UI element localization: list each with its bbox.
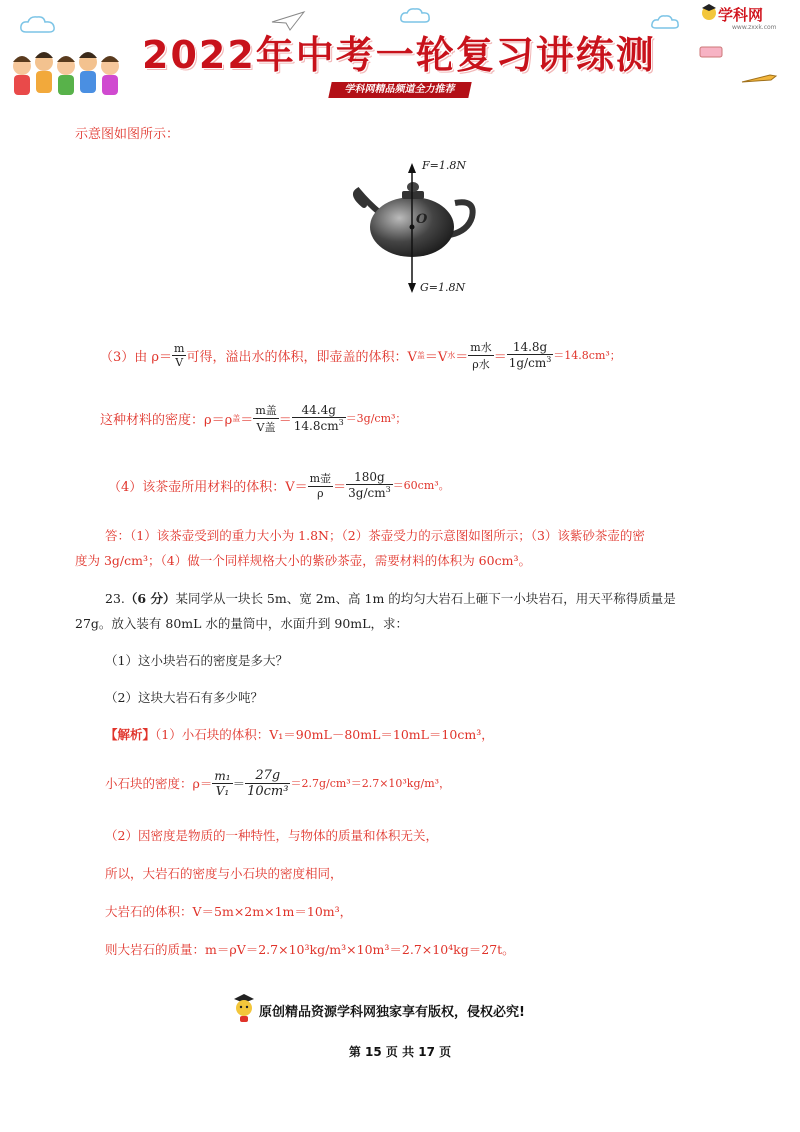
density-result: ＝3g/cm³； — [345, 412, 407, 425]
analysis-density-result: ＝2.7g/cm³＝2.7×10³kg/m³， — [290, 777, 451, 790]
copyright-notice: 原创精品资源学科网独家享有版权，侵权必究! — [259, 1005, 525, 1020]
solution-3-text: 可得，溢出水的体积，即壶盖的体积：V — [186, 349, 417, 365]
pencil-icon — [740, 72, 780, 86]
analysis-density-prefix: 小石块的密度：ρ＝ — [105, 776, 213, 791]
equals: ＝ — [455, 349, 469, 365]
fraction-numerator: 27g — [245, 768, 290, 784]
question-text: 某同学从一块长 5m、宽 2m、高 1m 的均匀大岩石上砸下一小块岩石，用天平称得质量是 — [175, 591, 676, 606]
analysis-tag: 【解析】 — [105, 727, 156, 742]
banner-title: 2022年中考一轮复习讲练测 — [142, 33, 656, 77]
fraction-numerator: 180g — [346, 470, 393, 485]
rock-density-fraction-2 — [245, 768, 290, 799]
subscript: 盖 — [416, 350, 425, 360]
fraction-denominator: V₁ — [215, 783, 230, 798]
center-point-label: O — [416, 212, 428, 227]
analysis-text: （1）小石块的体积：V₁＝90mL－80mL＝10mL＝10cm³， — [155, 727, 494, 742]
fraction-numerator: m — [174, 341, 185, 355]
logo-url: www.zxxk.com — [732, 24, 777, 31]
solution-3-result: ＝14.8cm³； — [553, 349, 621, 362]
density-formula-fraction — [172, 342, 186, 369]
fraction-denominator: V盖 — [256, 420, 276, 434]
superscript: 3 — [338, 418, 344, 427]
equals: ＝ — [333, 479, 347, 495]
question-23-line-1 — [105, 589, 676, 607]
force-down-label: G=1.8N — [420, 281, 466, 294]
question-23-sub-1: （1）这小块岩石的密度是多大？ — [105, 653, 288, 668]
fraction-denominator: 1g/cm — [508, 356, 547, 370]
material-volume-fraction-2 — [346, 470, 393, 500]
solution-4-prefix: （4）该茶壶所用材料的体积：V＝ — [108, 479, 308, 495]
density-line — [100, 393, 406, 443]
superscript: 3 — [385, 485, 391, 494]
question-23-sub-2: （2）这块大岩石有多少吨？ — [105, 690, 263, 705]
density-fraction-1 — [253, 402, 278, 435]
diagram-intro: 示意图如图所示： — [75, 127, 180, 142]
equals: ＝ — [232, 776, 246, 791]
force-diagram — [350, 155, 490, 300]
fraction-numerator: m壶 — [309, 472, 332, 485]
solution-3-line — [100, 330, 621, 380]
force-up-label: F=1.8N — [422, 159, 466, 172]
fraction-denominator: 10cm³ — [247, 783, 289, 799]
density-prefix: 这种材料的密度：ρ＝ρ — [100, 412, 233, 428]
analysis-density-line — [105, 760, 450, 806]
header-banner — [0, 0, 800, 110]
volume-fraction-1 — [468, 339, 493, 372]
fraction-denominator: ρ — [317, 487, 324, 500]
equals: ＝ — [278, 412, 292, 428]
analysis-line-4: 所以，大岩石的密度与小石块的密度相同， — [105, 866, 343, 881]
subscript: 盖 — [232, 413, 241, 423]
equals: ＝V — [424, 349, 448, 365]
question-score: （6 分） — [124, 591, 176, 606]
fraction-numerator: m水 — [470, 340, 492, 354]
children-illustration — [8, 40, 136, 102]
fraction-numerator: m₁ — [214, 768, 231, 783]
analysis-line-3: （2）因密度是物质的一种特性，与物体的质量和体积无关， — [105, 828, 438, 843]
page-number: 第 15 页 共 17 页 — [348, 1045, 452, 1059]
answer-line-1: 答：（1）该茶壶受到的重力大小为 1.8N；（2）茶壶受力的示意图如图所示；（3）该紫砂茶壶的密 — [105, 528, 645, 543]
equals: ＝ — [493, 349, 507, 365]
fraction-numerator: 14.8g — [507, 340, 554, 355]
logo-mascot-icon — [700, 3, 718, 23]
mascot-icon — [232, 992, 256, 1024]
superscript: 3 — [546, 355, 552, 364]
question-number: 23. — [105, 591, 125, 606]
fraction-numerator: 44.4g — [292, 403, 346, 418]
solution-3-prefix: （3）由 ρ＝ — [100, 349, 173, 365]
answer-line-2: 度为 3g/cm³；（4）做一个同样规格大小的紫砂茶壶，需要材料的体积为 60cm³。 — [75, 553, 531, 568]
fraction-denominator: 14.8cm — [293, 419, 339, 433]
question-23-line-2: 27g。放入装有 80mL 水的量筒中，水面升到 90mL，求： — [75, 616, 408, 631]
subscript: 水 — [447, 350, 456, 360]
fraction-denominator: V — [175, 355, 184, 369]
solution-4-line — [108, 460, 450, 510]
fraction-numerator: m盖 — [255, 403, 277, 417]
fraction-denominator: 3g/cm — [348, 486, 386, 500]
equals: ＝ — [240, 412, 254, 428]
solution-4-result: ＝60cm³。 — [392, 479, 450, 492]
analysis-line-6: 则大岩石的质量：m＝ρV＝2.7×10³kg/m³×10m³＝2.7×10⁴kg＝27t。 — [105, 942, 515, 957]
analysis-line-1 — [105, 725, 494, 743]
rock-density-fraction-1 — [212, 769, 232, 798]
logo-text: 学科网 — [718, 6, 764, 24]
analysis-line-5: 大岩石的体积：V＝5m×2m×1m＝10m³， — [105, 904, 353, 919]
teapot-image — [350, 155, 490, 300]
cloud-icon — [18, 14, 58, 36]
cloud-icon — [398, 6, 432, 26]
fraction-denominator: ρ水 — [472, 357, 490, 371]
eraser-icon — [698, 44, 724, 60]
banner-subtitle: 学科网精品频道全力推荐 — [328, 82, 471, 98]
density-fraction-2 — [292, 403, 346, 433]
volume-fraction-2 — [507, 340, 554, 370]
material-volume-fraction-1 — [308, 470, 333, 500]
